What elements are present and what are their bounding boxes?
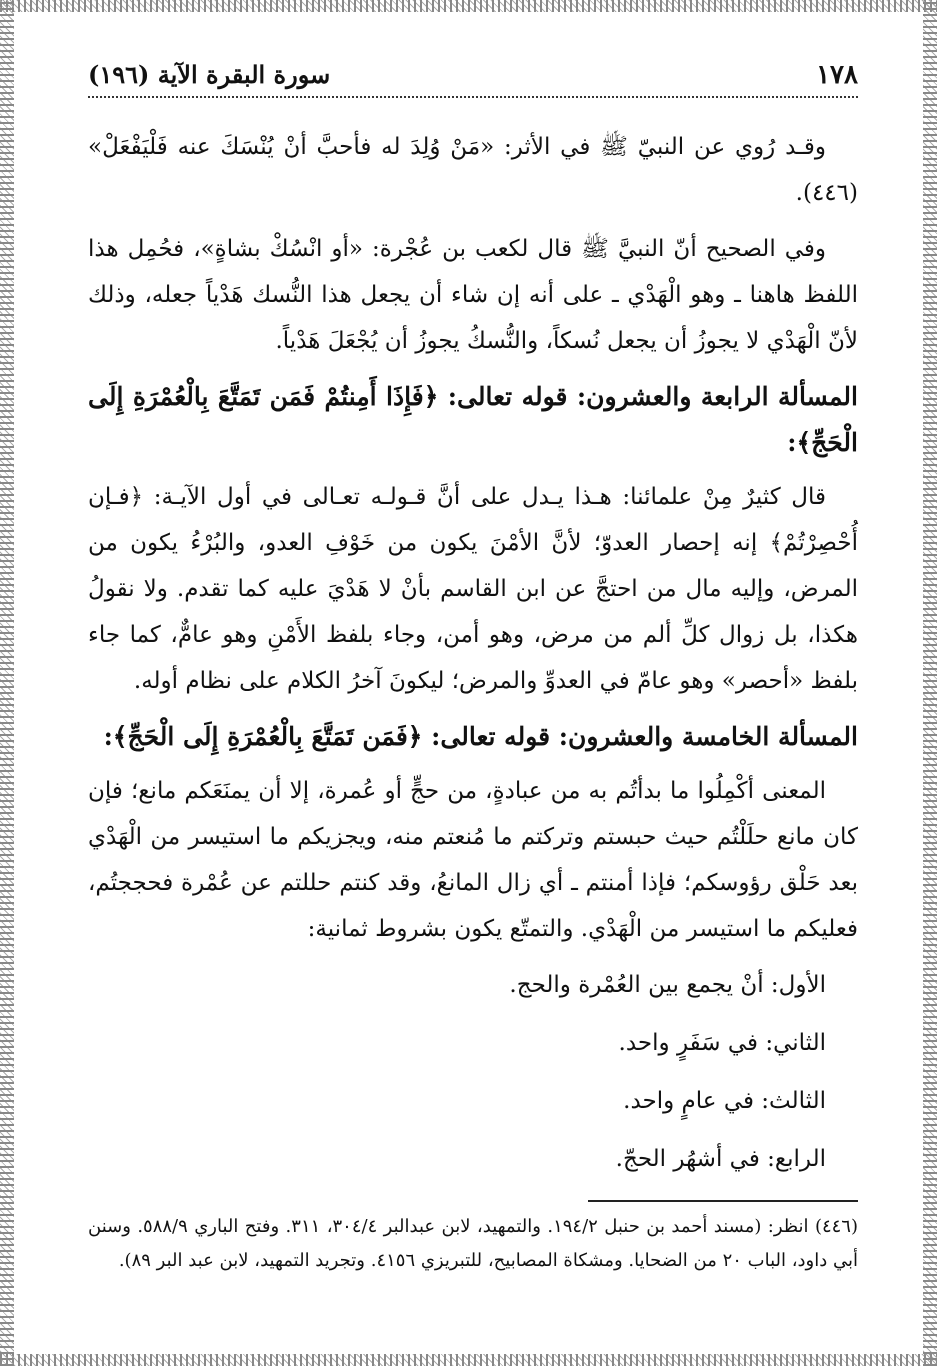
section-heading-25: المسألة الخامسة والعشرون: قوله تعالى: ﴿فَمَن تَمَتَّعَ بِالْعُمْرَةِ إِلَى الْحَجِّ﴾: [103, 722, 858, 751]
page-number: ١٧٨ [816, 60, 858, 90]
condition-3: الثالث: في عامٍ واحد. [623, 1088, 826, 1114]
left-border-ornament [0, 0, 14, 1366]
running-header [88, 60, 858, 98]
paragraph-3: قال كثيرٌ مِنْ علمائنا: هـذا يـدل على أنَّ قـولـه تعـالى في أول الآيـة: ﴿فـإن أُحْصِرْتُمْ﴾ إنه إحصار العدوّ؛ لأنَّ الأمْنَ يكون من خَوْفِ العدو، والبُرْءُ يكون من المرض، وإليه مال من احتجَّ عن ابن القاسم بأنْ لا هَدْيَ عليه كما تقدم. ولا نقولُ هكذا، بل زوال كلِّ ألم من مرض، وهو أمن، وجاء بلفظ الأَمْنِ وهو عامٌّ، كما جاء بلفظ «أحصر» وهو عامّ في العدوِّ والمرض؛ ليكونَ آخرُ الكلام على نظام أوله. [88, 484, 858, 694]
condition-1: الأول: أنْ يجمع بين العُمْرة والحج. [509, 972, 826, 998]
top-border-ornament [0, 0, 937, 12]
paragraph-4: المعنى أكْمِلُوا ما بدأتُم به من عبادةٍ، من حجٍّ أو عُمرة، إلا أن يمنَعَكم مانع؛ فإن كان مانع حلَلْتُم حيث حبستم وتركتم ما مُنعتم منه، ويجزيكم ما استيسر من الْهَدْي بعد حَلْق رؤوسكم؛ فإذا أمنتم ـ أي زال المانعُ، وقد كنتم حللتم عن عُمْرة فحججتُم، فعليكم ما استيسر من الْهَدْي. والتمتّع يكون بشروط ثمانية: [88, 778, 858, 942]
paragraph-1: وقـد رُوي عن النبيّ ﷺ في الأثر: «مَنْ وُلِدَ له فأحبَّ أنْ يُنْسَكَ عنه فَلْيَفْعَلْ» (٤٤٦). [88, 134, 858, 206]
page-body [88, 60, 858, 1278]
footnote-446: (٤٤٦) انظر: (مسند أحمد بن حنبل ١٩٤/٢. والتمهيد، لابن عبدالبر ٣٠٤/٤، ٣١١. وفتح الباري ٥٨٨/٩. وسنن أبي داود، الباب ٢٠ من الضحايا. ومشكاة المصابيح، للتبريزي ٤١٥٦. وتجريد التمهيد، لابن عبد البر ٨٩). [88, 1216, 859, 1271]
paragraph-2: وفي الصحيح أنّ النبيَّ ﷺ قال لكعب بن عُجْرة: «أو انْسُكْ بشاةٍ»، فحُمِل هذا اللفظ هاهنا ـ وهو الْهَدْي ـ على أنه إن شاء أن يجعل هذا النُّسك هَدْياً جعله، وذلك لأنّ الْهَدْي لا يجوزُ أن يجعل نُسكاً، والنُّسكُ يجوزُ أن يُجْعَلَ هَدْياً. [88, 236, 858, 354]
bottom-border-ornament [0, 1354, 937, 1366]
condition-2: الثاني: في سَفَرٍ واحد. [618, 1030, 826, 1056]
right-border-ornament [923, 0, 937, 1366]
footnote-separator [588, 1200, 858, 1202]
condition-4: الرابع: في أشهُر الحجّ. [615, 1146, 826, 1172]
running-title: سورة البقرة الآية (١٩٦) [88, 60, 331, 89]
conditions-list [88, 962, 858, 1182]
section-heading-24: المسألة الرابعة والعشرون: قوله تعالى: ﴿فَإِذَا أَمِنتُمْ فَمَن تَمَتَّعَ بِالْعُمْرَةِ إِلَى الْحَجِّ﴾: [88, 382, 858, 457]
